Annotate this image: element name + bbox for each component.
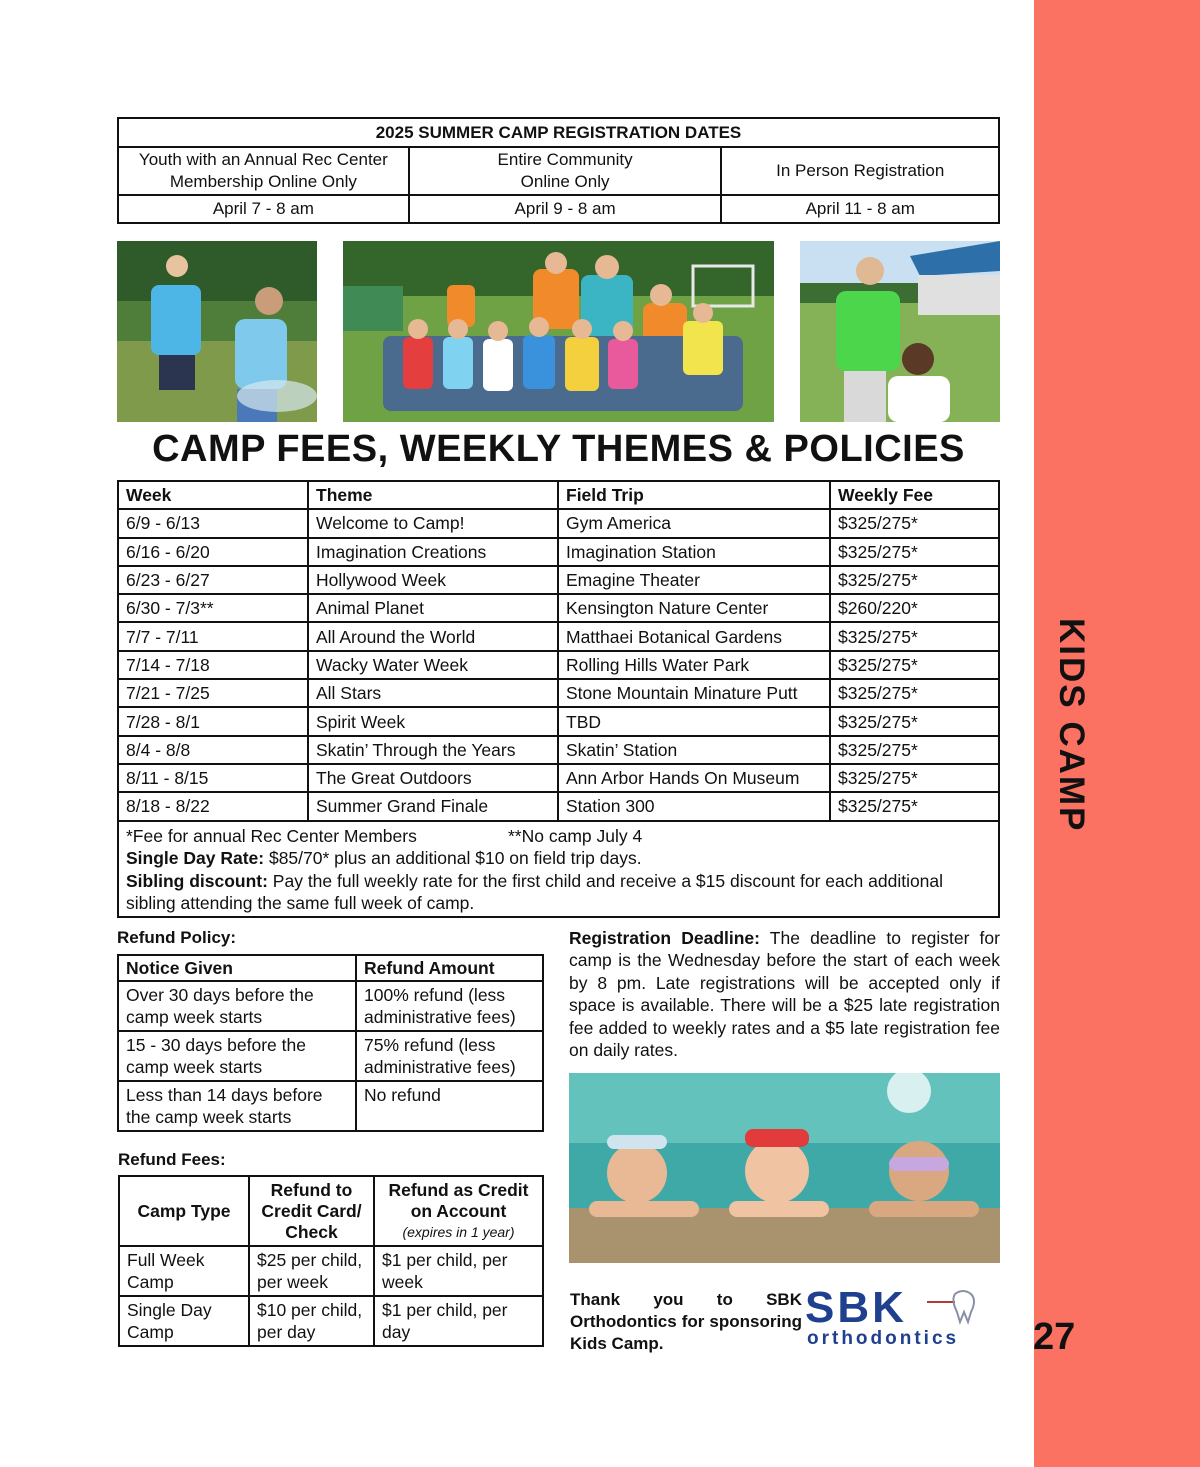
registration-title: 2025 SUMMER CAMP REGISTRATION DATES [118, 118, 999, 147]
sibling-label: Sibling discount: [126, 870, 268, 891]
deadline-text: The deadline to register for camp is the Wednesday before the start of each week by 8 pm. Late registrations will be accepted only if space is available. There will be a $25 late registration fee added to weekly rates and a $5 late registration fee on daily rates. [569, 928, 1000, 1061]
refund-policy-label: Refund Policy: [117, 928, 237, 947]
page-number: 27 [1033, 1316, 1076, 1358]
refund-fees-header-type: Camp Type [119, 1176, 249, 1246]
registration-column-header: In Person Registration [721, 147, 999, 195]
fees-notes [118, 821, 999, 917]
sibling-text: Pay the full weekly rate for the first child and receive a $15 discount for each additional sibling attending the same full week of camp. [126, 870, 944, 914]
tooth-icon [953, 1291, 974, 1322]
sponsor-thanks: Thank you to SBK Orthodontics for sponsoring Kids Camp. [570, 1290, 802, 1353]
registration-column-header: Entire Community Online Only [409, 147, 722, 195]
note-no-camp: **No camp July 4 [508, 825, 643, 846]
sponsor-logo [805, 1280, 995, 1350]
table-row: 8/18 - 8/22 Summer Grand Finale Station 300 $325/275* [118, 792, 999, 820]
table-row: 6/9 - 6/13 Welcome to Camp! Gym America $325/275* [118, 509, 999, 537]
refund-fees-header-credit: Refund as Credit on Account (expires in 1 year) [374, 1176, 543, 1246]
fees-header-field-trip: Field Trip [558, 481, 830, 509]
refund-fees-table [118, 1175, 544, 1347]
table-row: 7/7 - 7/11 All Around the World Matthaei Botanical Gardens $325/275* [118, 622, 999, 650]
deadline-label: Registration Deadline: [569, 928, 760, 948]
table-row: 7/21 - 7/25 All Stars Stone Mountain Minature Putt $325/275* [118, 679, 999, 707]
table-row: 8/4 - 8/8 Skatin’ Through the Years Skatin’ Station $325/275* [118, 736, 999, 764]
refund-header-amount: Refund Amount [356, 955, 543, 981]
registration-date: April 7 - 8 am [118, 195, 409, 223]
table-row: 6/30 - 7/3** Animal Planet Kensington Nature Center $260/220* [118, 594, 999, 622]
logo-main-text: SBK [805, 1283, 907, 1332]
table-row: Full Week Camp $25 per child, per week $1 per child, per week [119, 1246, 543, 1296]
note-member-fee: *Fee for annual Rec Center Members [126, 825, 417, 846]
registration-date: April 11 - 8 am [721, 195, 999, 223]
registration-column-header: Youth with an Annual Rec Center Membership Online Only [118, 147, 409, 195]
fees-header-theme: Theme [308, 481, 558, 509]
fees-header-weekly-fee: Weekly Fee [830, 481, 999, 509]
refund-fees-header-card: Refund to Credit Card/ Check [249, 1176, 374, 1246]
photo-camp-group [343, 241, 774, 422]
refund-header-notice: Notice Given [118, 955, 356, 981]
refund-fees-label: Refund Fees: [118, 1150, 226, 1169]
table-row: Over 30 days before the camp week starts 100% refund (less administrative fees) [118, 981, 543, 1031]
fees-header-week: Week [118, 481, 308, 509]
registration-deadline [569, 927, 1000, 1061]
photo-pool-kids [569, 1073, 1000, 1263]
registration-dates-table [117, 117, 1000, 224]
registration-date: April 9 - 8 am [409, 195, 722, 223]
logo-sub-text: orthodontics [807, 1328, 960, 1349]
table-row: Single Day Camp $10 per child, per day $1 per child, per day [119, 1296, 543, 1346]
single-day-label: Single Day Rate: [126, 848, 265, 869]
table-row: 8/11 - 8/15 The Great Outdoors Ann Arbor Hands On Museum $325/275* [118, 764, 999, 792]
photo-water-play [117, 241, 317, 422]
photo-tag-game [800, 241, 1000, 422]
refund-policy-table [117, 954, 544, 1132]
single-day-text: $85/70* plus an additional $10 on field trip days. [264, 848, 642, 869]
table-row: 7/28 - 8/1 Spirit Week TBD $325/275* [118, 707, 999, 735]
table-row: Less than 14 days before the camp week starts No refund [118, 1081, 543, 1131]
sidebar-label: KIDS CAMP [1052, 618, 1091, 833]
table-row: 6/16 - 6/20 Imagination Creations Imagination Station $325/275* [118, 538, 999, 566]
table-row: 6/23 - 6/27 Hollywood Week Emagine Theater $325/275* [118, 566, 999, 594]
table-row: 15 - 30 days before the camp week starts 75% refund (less administrative fees) [118, 1031, 543, 1081]
camp-fees-table [117, 480, 1000, 918]
section-title: CAMP FEES, WEEKLY THEMES & POLICIES [152, 428, 965, 470]
table-row: 7/14 - 7/18 Wacky Water Week Rolling Hills Water Park $325/275* [118, 651, 999, 679]
credit-expiry-note: (expires in 1 year) [402, 1223, 515, 1240]
